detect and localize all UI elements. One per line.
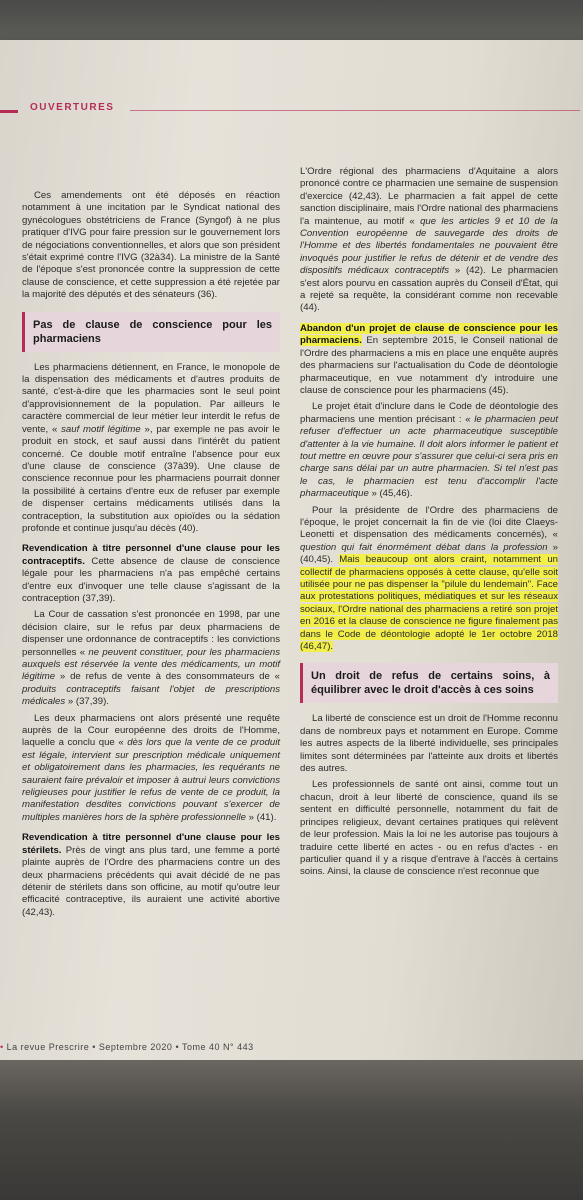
run-in-heading: Revendication à titre personnel d'une clause pour les contraceptifs. <box>22 543 280 567</box>
header-line <box>130 110 580 111</box>
page-footer <box>0 1042 254 1052</box>
paragraph: Pour la présidente de l'Ordre des pharmaciens de l'époque, le projet concernait la fin de vie (loi dite Claeys-Leonetti et dispensation des médicaments concernés), « question qui fait énormément débat dans la profession » (40,45). Mais beaucoup ont alors craint, notamment un collectif de pharmaciens opposés à cette clause, qu'elle soit utilisée pour ne pas dispenser la "pilule du lendemain". Face aux protestations politiques, médiatiques et sur les réseaux sociaux, l'Ordre national des pharmaciens a retiré son projet en 2016 et la clause de conscience ne figure finalement pas dans le Code de déontologie adopté le 1er octobre 2018 (46,47). <box>300 504 558 653</box>
highlighted-text: Mais beaucoup ont alors craint, notamment un collectif de pharmaciens opposés à cette clause, qu'elle soit utilisée pour ne pas dispenser la "pilule du lendemain". Face aux protestations politiques, médiatiques et sur les réseaux sociaux, l'Ordre national des pharmaciens a retiré son projet en 2016 et la clause de conscience ne figure finalement pas dans le Code de déontologie adopté le 1er octobre 2018 (46,47). <box>300 554 558 653</box>
footer-separator: • <box>175 1042 180 1052</box>
paragraph: Les deux pharmaciens ont alors présenté une requête auprès de la Cour européenne des droits de l'Homme, laquelle a conclu que « dès lors que la vente de ce produit est légale, intervient sur prescription médicale uniquement et obligatoirement dans les pharmacies, les requérants ne sauraient faire prévaloir et imposer à autrui leurs convictions religieuses pour justifier le refus de vente de ce produit, la manifestation desdites convictions pouvant s'exercer de multiples manières hors de la sphère professionnelle » (41). <box>22 712 281 823</box>
issue-date: Septembre 2020 <box>98 1042 173 1052</box>
paragraph: Les pharmaciens détiennent, en France, le monopole de la dispensation des médicaments et d'autres produits de santé, c'est-à-dire que les pharmacies sont le seul point d'approvisionnement de la population. Par ailleurs le caractère commercial de leur métier leur interdit le refus de vente, « sauf motif légitime », par exemple ne pas avoir le produit en stock, et sauf aussi dans l'intérêt du patient concerné. Ce double motif entraîne l'absence pour eux d'une clause de conscience (37à39). Une clause de conscience reconnue pour les pharmaciens pourrait donner la possibilité à certains d'entre eux de refuser par exemple de dispenser certains médicaments utilisés dans la contraception, la substitution aux opioïdes ou la sédation profonde et continue jusqu'au décès (40). <box>22 361 280 534</box>
paragraph: La liberté de conscience est un droit de l'Homme reconnu dans de nombreux pays et notamment en Europe. Comme les autres aspects de la liberté individuelle, ses principales limites sont déterminées par l'atteinte aux droits et libertés des autres. <box>300 713 558 775</box>
footer-separator: • <box>92 1042 96 1052</box>
section-label: OUVERTURES <box>30 102 115 113</box>
run-in-heading: Revendication à titre personnel d'une clause pour les stérilets. <box>22 832 280 856</box>
paragraph: Ces amendements ont été déposés en réaction notamment à une incitation par le Syndicat national des gynécologues obstétriciens de France (Syngof) à ne plus pratiquer d'IVG pour faire pression sur le gouvernement lors de négociations conventionnelles, et alors que son président s'était exprimé contre l'IVG (32à34). La ministre de la Santé de l'époque s'est prononcée contre la suppression de cette clause de conscience, et cette suppression a été rejetée par la majorité des députés et des sénateurs (36). <box>22 190 280 301</box>
run-in-heading: Abandon d'un projet de clause de conscience pour les pharmaciens. <box>300 322 558 347</box>
paragraph: L'Ordre régional des pharmaciens d'Aquitaine a alors prononcé contre ce pharmacien une semaine de suspension d'exercice (42,43). Le pharmacien a fait appel de cette sanction disciplinaire, mais l'Ordre national des pharmaciens l'a maintenue, au motif « que les articles 9 et 10 de la Convention européenne de sauvegarde des droits de l'Homme et des libertés fondamentales ne pouvaient être invoqués pour justifier le refus de détenir et de vendre des dispositifs médicaux contraceptifs » (42). Le pharmacien s'est alors pourvu en cassation auprès du Conseil d'État, qui a rejeté sa requête, la considérant comme non recevable (44). <box>300 166 558 314</box>
journal-name: La revue Prescrire <box>6 1042 90 1052</box>
paragraph: Les professionnels de santé ont ainsi, comme tout un chacun, droit à leur liberté de conscience, quand ils se sentent en difficulté personnelle, notamment du fait de principes religieux, devant certaines pratiques qui relèvent de leur profession. Mais la loi ne les autorise pas toujours à traduire cette liberté en actes - ou en refus d'actes - en particulier quand il y a risque d'entrave à l'accès à certains soins. Ainsi, la clause de conscience n'est reconnue que <box>300 779 558 878</box>
section-heading: Pas de clause de conscience pour les pharmaciens <box>22 312 280 352</box>
background-surface <box>0 1060 583 1200</box>
paragraph: Le projet était d'inclure dans le Code de déontologie des pharmaciens une mention précisant : « le pharmacien peut refuser d'effectuer un acte pharmaceutique susceptible d'attenter à la vie humaine. Il doit alors informer le patient et tout mettre en œuvre pour s'assurer que celui-ci sera pris en charge sans délai par un autre pharmacien. Si tel n'est pas le cas, le pharmacien est tenu d'accomplir l'acte pharmaceutique » (45,46). <box>300 401 558 500</box>
paragraph: La Cour de cassation s'est prononcée en 1998, par une décision claire, sur le refus par deux pharmaciens de dispenser une ordonnance de contraceptifs : les convictions personnelles « ne peuvent constituer, pour les pharmaciens auxquels est réservée la vente des médicaments, un motif légitime » de refus de vente à des consommateurs de « produits contraceptifs faisant l'objet de prescriptions médicales » (37,39). <box>22 609 280 708</box>
right-column <box>300 166 558 883</box>
background-surface <box>0 0 583 40</box>
paragraph: Revendication à titre personnel d'une clause pour les stérilets. Près de vingt ans plus tard, une femme a porté plainte auprès de l'Ordre des pharmaciens contre un des deux pharmaciens précédents qui avait décidé de ne pas détenir de stérilets dans son officine, au motif qu'outre leur efficacité contraceptive, ils auraient une activité abortive (42,43). <box>22 832 280 918</box>
footer-mark: • <box>0 1042 4 1052</box>
volume-number: Tome 40 N° 443 <box>181 1042 254 1052</box>
header-rule <box>0 110 18 113</box>
document-page <box>0 40 583 1060</box>
paragraph: Abandon d'un projet de clause de conscience pour les pharmaciens. En septembre 2015, le Conseil national de l'Ordre des pharmaciens a mis en place une enquête auprès des pharmaciens sur l'actualisation du Code de déontologie pharmaceutique, en vue notamment d'y introduire une clause de conscience pour les pharmaciens (45). <box>300 322 558 396</box>
left-column <box>22 190 280 923</box>
paragraph: Revendication à titre personnel d'une clause pour les contraceptifs. Cette absence de clause de conscience légale pour les pharmaciens n'a pas empêché certains d'entre eux d'invoquer une telle clause s'agissant de la contraception (37,39). <box>22 543 280 604</box>
section-heading: Un droit de refus de certains soins, à équilibrer avec le droit d'accès à ces soins <box>300 663 558 703</box>
